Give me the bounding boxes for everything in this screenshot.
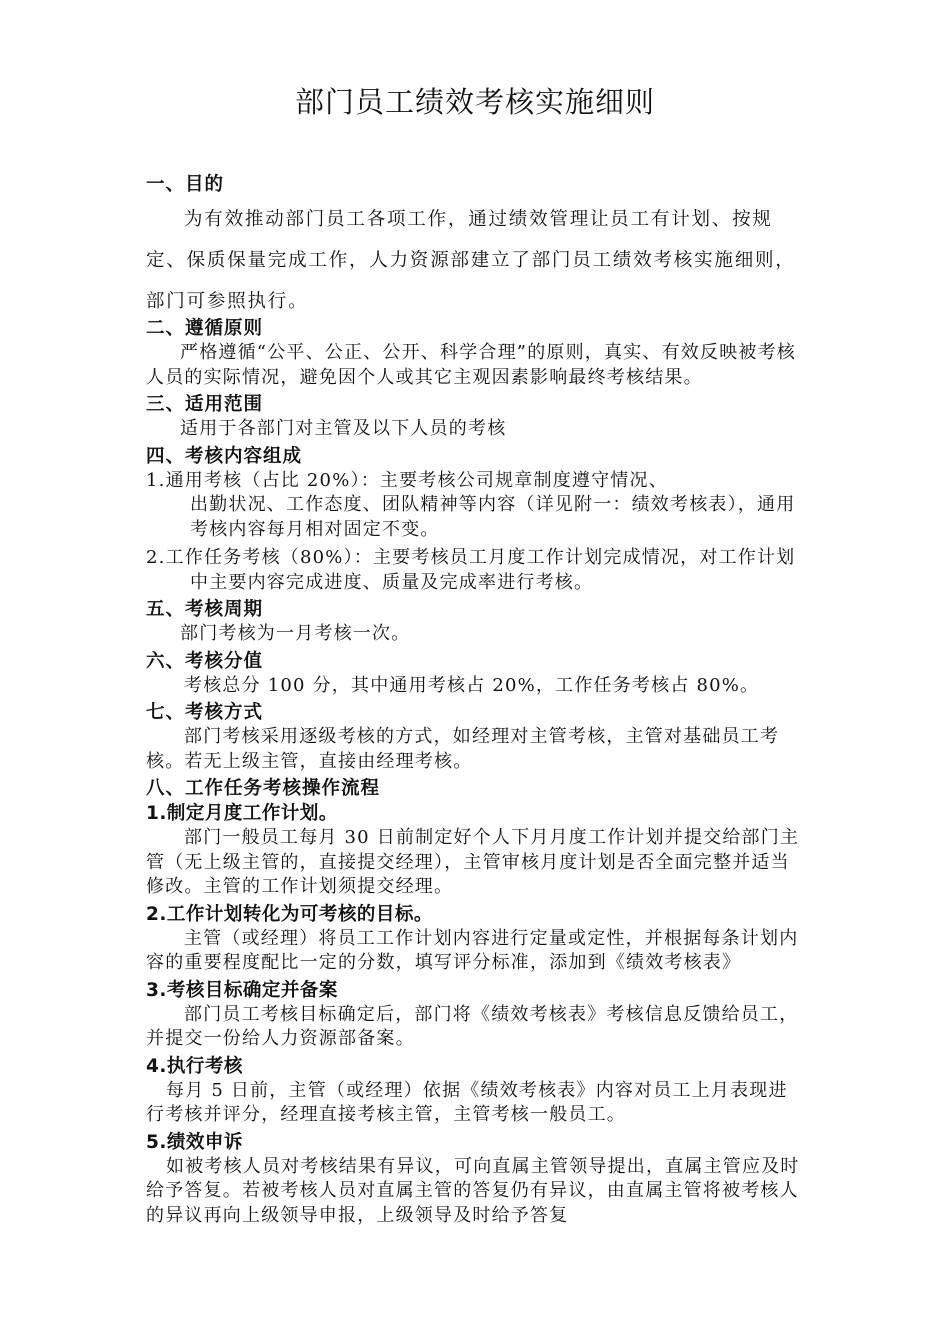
section-body-purpose: 为有效推动部门员工各项工作，通过绩效管理让员工有计划、按规定、保质保量完成工作，人力资源部建立了部门员工绩效考核实施细则，部门可参照执行。 — [146, 209, 796, 312]
process-step-body: 主管（或经理）将员工工作计划内容进行定量或定性，并根据每条计划内容的重要程度配比一定的分数，填写评分标准，添加到《绩效考核表》 — [146, 927, 799, 973]
process-step-title: 3.考核目标确定并备案 — [146, 979, 338, 1001]
content-item-general-first: 1.通用考核（占比 20%）：主要考核公司规章制度遵守情况、 — [146, 469, 668, 491]
section-body-principles: 严格遵循“公平、公正、公开、科学合理”的原则，真实、有效反映被考核人员的实际情况，避免因个人或其它主观因素影响最终考核结果。 — [146, 342, 797, 388]
process-step-title: 5.绩效申诉 — [146, 1131, 243, 1153]
process-step-title: 1.制定月度工作计划。 — [146, 803, 338, 824]
section-heading-score: 六、考核分值 — [146, 650, 264, 672]
section-body-scope: 适用于各部门对主管及以下人员的考核 — [180, 418, 507, 439]
section-body-method: 部门考核采用逐级考核的方式，如经理对主管考核，主管对基础员工考核。若无上级主管，直接由经理考核。 — [146, 726, 780, 772]
process-step-title: 2.工作计划转化为可考核的目标。 — [146, 903, 433, 925]
section-heading-purpose: 一、目的 — [146, 174, 225, 195]
document-title: 部门员工绩效考核实施细则 — [294, 85, 655, 119]
document-body — [146, 172, 806, 1228]
process-step-title: 4.执行考核 — [146, 1055, 243, 1077]
section-heading-process: 八、工作任务考核操作流程 — [146, 778, 381, 799]
content-item-task: 2.工作任务考核（80%）：主要考核员工月度工作计划完成情况，对工作计划中主要内容完成进度、质量及完成率进行考核。 — [146, 547, 796, 593]
process-step-body: 如被考核人员对考核结果有异议，可向直属主管领导提出，直属主管应及时给予答复。若被考核人员对直属主管的答复仍有异议，由直属主管将被考核人的异议再向上级领导申报，上级领导及时给予答复 — [146, 1155, 800, 1226]
process-step-body: 部门一般员工每月 30 日前制定好个人下月月度工作计划并提交给部门主管（无上级主管的，直接提交经理），主管审核月度计划是否全面完整并适当修改。主管的工作计划须提交经理。 — [146, 827, 800, 897]
content-item-general-rest: 出勤状况、工作态度、团队精神等内容（详见附一：绩效考核表），通用考核内容每月相对固定不变。 — [190, 494, 796, 540]
process-step-body: 每月 5 日前，主管（或经理）依据《绩效考核表》内容对员工上月表现进行考核并评分，经理直接考核主管，主管考核一般员工。 — [146, 1079, 788, 1125]
section-heading-scope: 三、适用范围 — [146, 394, 264, 415]
section-heading-principles: 二、遵循原则 — [146, 318, 264, 339]
section-heading-cycle: 五、考核周期 — [146, 599, 264, 620]
section-body-cycle: 部门考核为一月考核一次。 — [180, 623, 411, 644]
section-body-score: 考核总分 100 分，其中通用考核占 20%，工作任务考核占 80%。 — [184, 674, 760, 696]
section-heading-method: 七、考核方式 — [146, 702, 264, 723]
section-heading-content: 四、考核内容组成 — [146, 445, 303, 467]
process-step-body: 部门员工考核目标确定后，部门将《绩效考核表》考核信息反馈给员工，并提交一份给人力资源部备案。 — [146, 1003, 799, 1049]
